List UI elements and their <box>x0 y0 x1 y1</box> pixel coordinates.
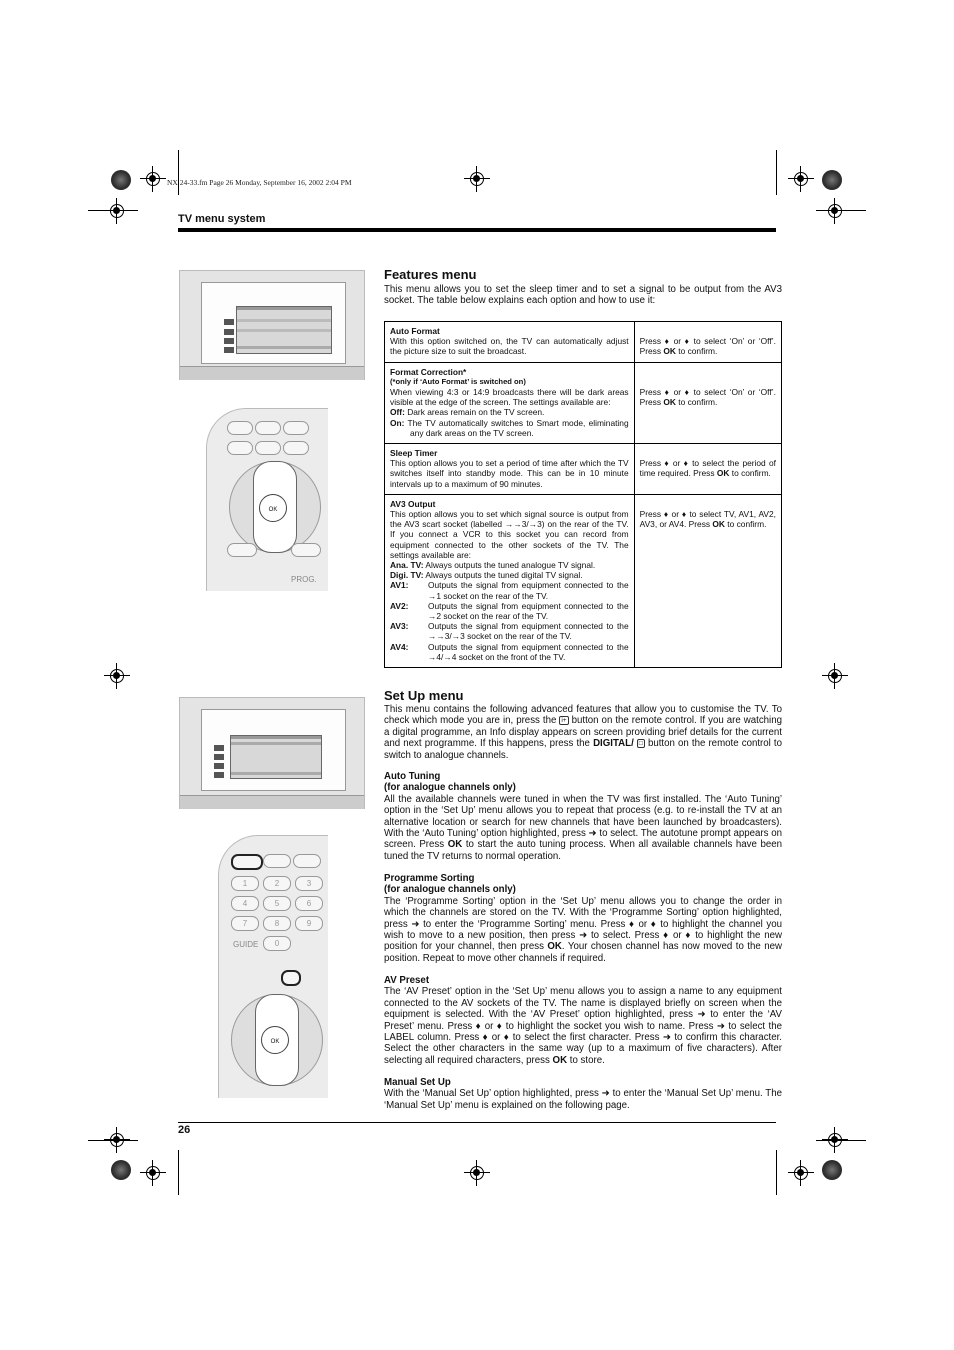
features-intro: This menu allows you to set the sleep timer and to set a signal to be output from the AV3 socket. The table below explains each option and how to use it: <box>384 284 782 307</box>
remote-control-image-1 <box>206 408 328 591</box>
crop-line <box>178 150 179 195</box>
option-action: Press ♦ or ♦ to select ‘On’ or ‘Off’. Press OK to confirm. <box>634 322 781 363</box>
manual-setup-section <box>384 1077 782 1111</box>
remote-button <box>291 543 321 557</box>
color-rosette-top-left <box>111 170 131 190</box>
crop-line <box>776 150 777 195</box>
keypad-key: 0 <box>263 936 291 951</box>
page-number: 26 <box>178 1124 191 1136</box>
option-setting-ana: Ana. TV: Always outputs the tuned analogue TV signal. <box>390 560 596 571</box>
av-preset-text: The ‘AV Preset’ option in the ‘Set Up’ menu allows you to assign a name to any equipment connected to the AV sockets of the TV. The name is displayed briefly on screen when the equipment is selected. With the ‘AV Preset’ option highlighted, press ➜ to enter the ‘AV Preset’ menu. Press ♦ or ♦ to highlight the socket you wish to name. Press ➜ to select the LABEL column. Press ♦ or ♦ to select the first character. Press ➜ to confirm this character. Select the other characters in the same way (up to a maximum of five characters). After selecting all required characters, press OK to store. <box>384 986 782 1066</box>
auto-tuning-section <box>384 771 782 862</box>
option-action: Press ♦ or ♦ to select TV, AV1, AV2, AV3, or AV4. Press OK to confirm. <box>634 494 781 667</box>
menu-side-icon <box>224 338 234 344</box>
option-setting-av3: AV3: Outputs the signal from equipment connected to the →→3/→3 socket on the rear of the TV. <box>390 621 629 642</box>
keypad-key: 9 <box>295 916 323 931</box>
color-rosette-bottom-right <box>822 1160 842 1180</box>
table-row <box>385 362 782 443</box>
option-setting-av4: AV4: Outputs the signal from equipment connected to the →4/→4 socket on the front of the TV. <box>390 641 629 662</box>
guide-label: GUIDE <box>233 940 259 949</box>
keypad-key: 2 <box>263 876 291 891</box>
header-rule <box>178 228 776 232</box>
features-table <box>384 321 782 668</box>
remote-button <box>255 441 281 455</box>
auto-tuning-subtitle: (for analogue channels only) <box>384 782 516 794</box>
ok-button <box>259 494 287 522</box>
option-setting-digi: Digi. TV: Always outputs the tuned digital TV signal. <box>390 570 583 581</box>
remote-control-image-2 <box>218 835 328 1098</box>
ok-label: OK <box>268 507 278 513</box>
keypad-key: 1 <box>231 876 259 891</box>
keypad-key: 6 <box>295 896 323 911</box>
osd-setup-menu <box>230 735 322 779</box>
programme-sorting-section <box>384 873 782 964</box>
footer-rule <box>178 1122 776 1123</box>
registration-mark-bottom-left <box>140 1160 166 1186</box>
remote-button <box>255 421 281 435</box>
keypad-key: 4 <box>231 896 259 911</box>
auto-tuning-text: All the available channels were tuned in when the TV was first installed. The ‘Auto Tuning’ option in the ‘Set Up’ menu allows you to repeat that process (e.g. to re-install the TV at an alternative location or search for new channels that have been launched by broadcasters). With the ‘Auto Tuning’ option highlighted, press ➜ to select. The autotune prompt appears on screen. Press OK to start the auto tuning process. When all available channels have been tuned the TV returns to normal operation. <box>384 793 783 862</box>
auto-tuning-title: Auto Tuning <box>384 771 441 782</box>
keypad-key: 8 <box>263 916 291 931</box>
menu-side-icon <box>214 745 224 751</box>
programme-sorting-text: The ‘Programme Sorting’ option in the ‘Set Up’ menu allows you to change the order in which the channels are stored on the TV. With the ‘Programme Sorting’ option highlighted, press ➜ to enter the ‘Programme Sorting’ menu. Press ♦ or ♦ to highlight the channel you wish to move to a new position, then press ➜ to select. Press ♦ or ♦ to highlight the new position for your channel, then press OK. Your chosen channel has now moved to the new position. Repeat to move other channels if required. <box>384 895 782 964</box>
table-row <box>385 444 782 495</box>
features-menu-title: Features menu <box>384 267 477 282</box>
remote-button <box>263 854 291 868</box>
crop-line <box>776 1150 777 1195</box>
programme-sorting-subtitle: (for analogue channels only) <box>384 884 516 896</box>
registration-mark-left-middle <box>104 663 130 689</box>
option-title: AV3 Output <box>390 498 436 509</box>
manual-setup-text: With the ‘Manual Set Up’ option highlighted, press ➜ to enter the ‘Manual Set Up’ menu. The ‘Manual Set Up’ menu is explained on the following page. <box>384 1088 782 1111</box>
remote-button <box>281 970 301 986</box>
option-action: Press ♦ or ♦ to select ‘On’ or ‘Off’. Press OK to confirm. <box>634 362 781 443</box>
av-preset-section <box>384 975 782 1066</box>
option-description: This option allows you to set which signal source is output from the AV3 scart socket (labelled →→3/→3) on the rear of the TV. If you connect a VCR to this socket you can record from equipment connected to the other sockets of the TV. The settings available are: <box>390 509 629 560</box>
remote-button <box>283 441 309 455</box>
table-row <box>385 322 782 363</box>
tv-button-icon: □ <box>638 740 643 748</box>
option-description: When viewing 4:3 or 14:9 broadcasts there will be dark areas visible at the edge of the screen. The settings available are: <box>390 387 629 408</box>
remote-button <box>227 421 253 435</box>
section-label: TV menu system <box>178 213 266 225</box>
menu-side-icon <box>214 763 224 769</box>
remote-button <box>231 854 263 870</box>
crop-line <box>816 1140 866 1141</box>
option-setting-off: Off: Dark areas remain on the TV screen. <box>390 407 545 418</box>
osd-features-menu <box>236 306 332 354</box>
menu-side-icon <box>224 329 234 335</box>
menu-side-icon <box>214 772 224 778</box>
remote-button <box>227 543 257 557</box>
menu-side-icon <box>214 754 224 760</box>
color-rosette-bottom-left <box>111 1160 131 1180</box>
remote-button <box>283 421 309 435</box>
ok-button <box>261 1026 289 1054</box>
registration-mark-left-top <box>104 198 130 224</box>
option-title: Auto Format <box>390 326 440 336</box>
keypad-key: 3 <box>295 876 323 891</box>
keypad-key: 5 <box>263 896 291 911</box>
keypad-key: 7 <box>231 916 259 931</box>
registration-mark-right-top <box>822 198 848 224</box>
registration-mark-right-middle <box>822 663 848 689</box>
crop-line <box>816 210 866 211</box>
option-title: Sleep Timer <box>390 448 438 459</box>
ok-label: OK <box>270 1039 280 1045</box>
remote-button <box>227 441 253 455</box>
setup-menu-title: Set Up menu <box>384 688 464 703</box>
remote-button <box>293 854 321 868</box>
option-setting-on: On: The TV automatically switches to Smart mode, eliminating any dark areas on the TV screen. <box>390 417 629 438</box>
menu-side-icon <box>224 319 234 325</box>
crop-line <box>88 1140 138 1141</box>
option-description: This option allows you to set a period of time after which the TV switches itself into standby mode. This can be in 10 minute intervals up to a maximum of 90 minutes. <box>390 458 629 489</box>
menu-side-icon <box>224 347 234 353</box>
option-setting-av2: AV2: Outputs the signal from equipment connected to the →2 socket on the rear of the TV. <box>390 600 629 622</box>
manual-setup-title: Manual Set Up <box>384 1077 451 1088</box>
file-meta: NX 24-33.fm Page 26 Monday, September 16, 2002 2:04 PM <box>167 178 352 187</box>
color-rosette-top-right <box>822 170 842 190</box>
option-description: With this option switched on, the TV can automatically adjust the picture size to suit the broadcast. <box>390 336 629 357</box>
tv-image-setup-menu <box>179 697 365 809</box>
info-button-icon: i+ <box>561 717 567 725</box>
crop-line <box>88 210 138 211</box>
registration-mark-bottom-right <box>788 1160 814 1186</box>
setup-intro: This menu contains the following advanced features that allow you to customise the TV. To check which mode you are in, press the i+ button on the remote control. If you are watching a digital programme, an Info display appears on screen providing brief details for the current and next programme. If this happens, press the DIGITAL/ □ button on the remote control to switch to analogue channels. <box>384 704 782 761</box>
crop-line <box>178 1150 179 1195</box>
option-title: Format Correction* <box>390 366 467 377</box>
option-subtitle: (*only if ‘Auto Format’ is switched on) <box>390 376 526 386</box>
table-row <box>385 494 782 667</box>
registration-mark-bottom-center <box>464 1160 490 1186</box>
registration-mark-top-center <box>464 166 490 192</box>
registration-mark-top-right <box>788 166 814 192</box>
prog-label: PROG. <box>291 575 317 584</box>
tv-image-features-menu <box>179 270 365 380</box>
option-setting-av1: AV1: Outputs the signal from equipment connected to the →1 socket on the rear of the TV. <box>390 580 629 601</box>
registration-mark-top-left <box>140 166 166 192</box>
option-action: Press ♦ or ♦ to select the period of time required. Press OK to confirm. <box>634 444 781 495</box>
programme-sorting-title: Programme Sorting <box>384 873 475 884</box>
av-preset-title: AV Preset <box>384 975 430 986</box>
